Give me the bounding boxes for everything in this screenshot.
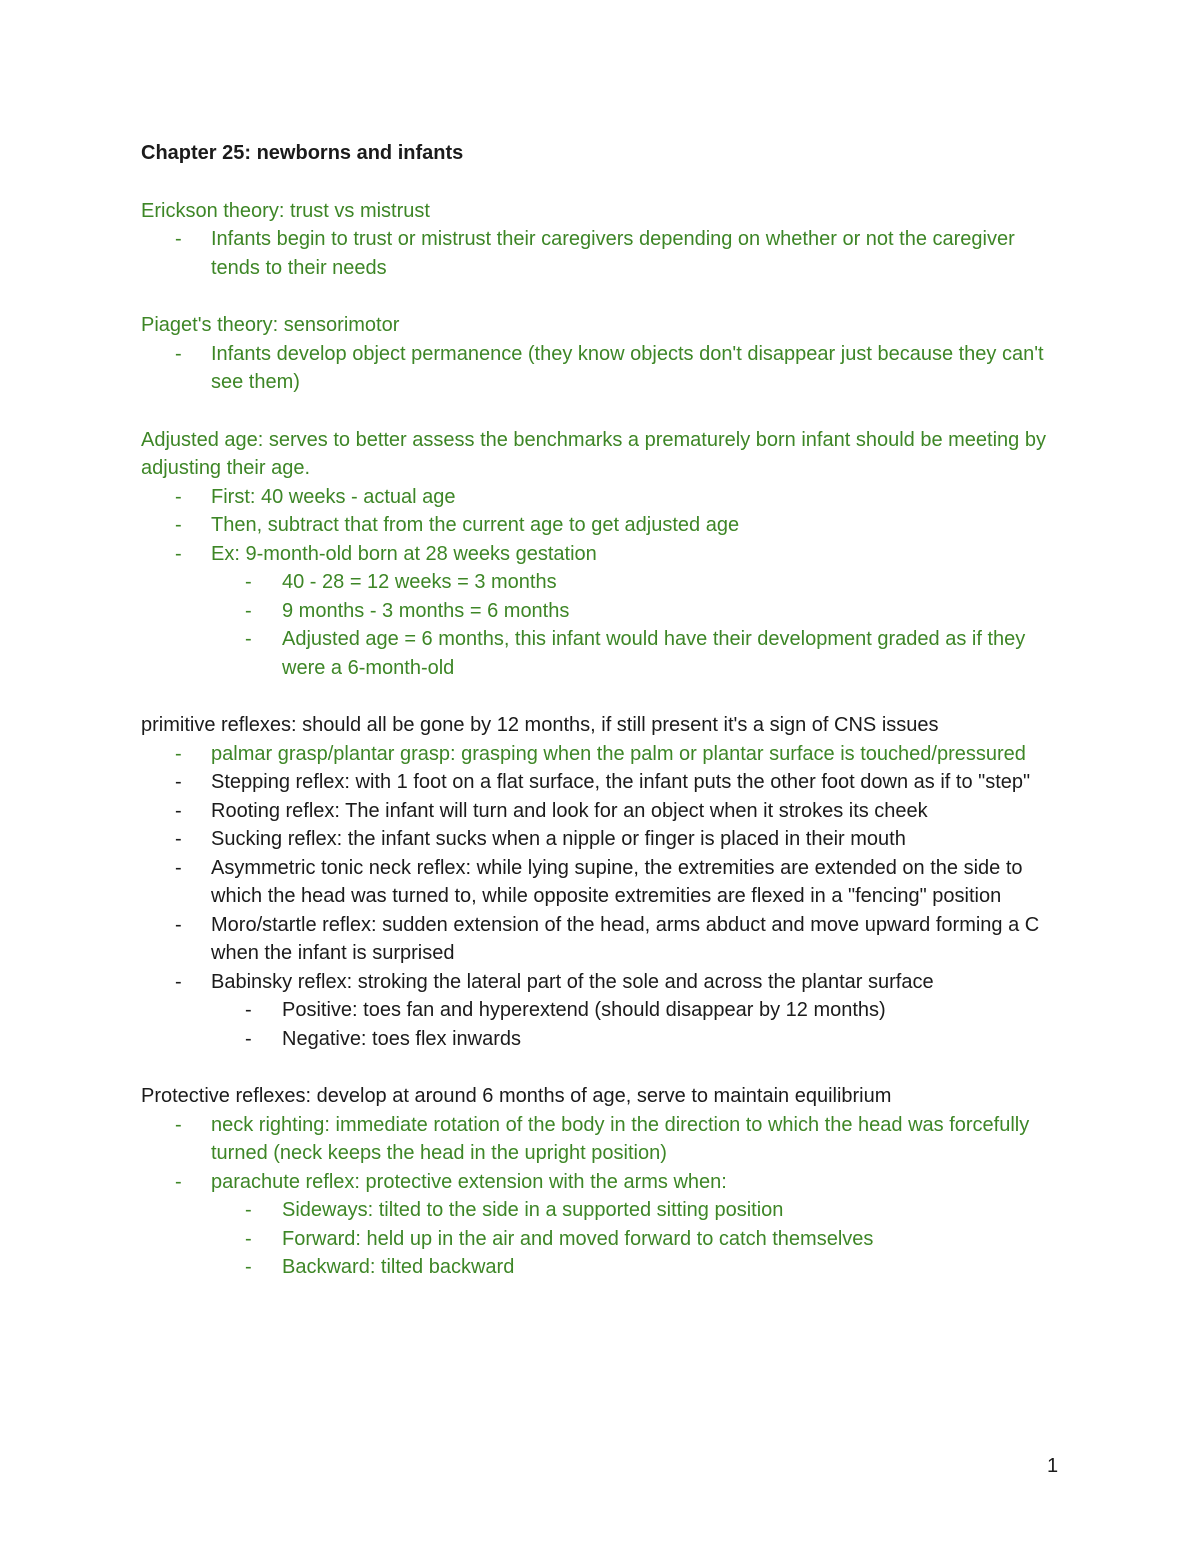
sublist-item-text: Positive: toes fan and hyperextend (should disappear by 12 months) <box>282 999 886 1021</box>
protective-reflexes-heading: Protective reflexes: develop at around 6 months of age, serve to maintain equilibrium <box>141 1085 892 1107</box>
dash-bullet: - <box>175 913 182 936</box>
dash-bullet: - <box>175 799 182 822</box>
sublist-item-text: Sideways: tilted to the side in a supported sitting position <box>282 1199 784 1221</box>
sublist-item-text: Forward: held up in the air and moved forward to catch themselves <box>282 1227 874 1250</box>
list-item-text: Sucking reflex: the infant sucks when a nipple or finger is placed in their mouth <box>211 828 906 850</box>
babinsky-sublist <box>211 996 1066 1053</box>
dash-bullet: - <box>175 485 182 508</box>
sublist-item <box>211 996 1066 1025</box>
list-item-text: palmar grasp/plantar grasp: grasping when the palm or plantar surface is touched/pressured <box>211 742 1026 765</box>
list-item <box>141 854 1066 911</box>
list-item-text: Asymmetric tonic neck reflex: while lying supine, the extremities are extended on the side to which the head was turned to, while opposite extremities are flexed in a "fencing" position <box>211 856 1023 907</box>
dash-bullet: - <box>245 1199 252 1221</box>
list-item <box>141 825 1066 854</box>
dash-bullet: - <box>175 542 182 565</box>
parachute-sublist <box>211 1196 1066 1282</box>
list-item-text: neck righting: immediate rotation of the body in the direction to which the head was forcefully turned (neck keeps the head in the upright position) <box>211 1113 1030 1164</box>
piaget-list <box>141 340 1066 397</box>
list-item-text: Then, subtract that from the current age to get adjusted age <box>211 514 740 536</box>
dash-bullet: - <box>175 1113 182 1136</box>
list-item-text: Ex: 9-month-old born at 28 weeks gestation <box>211 542 597 565</box>
dash-bullet: - <box>245 571 252 593</box>
dash-bullet: - <box>245 1227 252 1250</box>
list-item <box>141 1111 1066 1168</box>
list-item <box>141 797 1066 826</box>
list-item-text: First: 40 weeks - actual age <box>211 485 456 508</box>
dash-bullet: - <box>175 856 182 879</box>
list-item-text: Stepping reflex: with 1 foot on a flat surface, the infant puts the other foot down as if to "step" <box>211 771 1031 793</box>
sublist-item-text: 9 months - 3 months = 6 months <box>282 599 570 622</box>
sublist-item <box>211 1025 1066 1054</box>
sublist-item <box>211 1196 1066 1225</box>
sublist-item-text: 40 - 28 = 12 weeks = 3 months <box>282 571 557 593</box>
sublist-item <box>211 568 1066 597</box>
dash-bullet: - <box>175 228 182 250</box>
dash-bullet: - <box>175 828 182 850</box>
dash-bullet: - <box>245 599 252 622</box>
sublist-item <box>211 597 1066 626</box>
dash-bullet: - <box>245 1256 252 1278</box>
primitive-reflexes-list <box>141 740 1066 1054</box>
list-item <box>141 968 1066 1054</box>
dash-bullet: - <box>245 628 252 650</box>
example-sublist <box>211 568 1066 682</box>
dash-bullet: - <box>175 1170 182 1193</box>
adjusted-age-heading: Adjusted age: serves to better assess the benchmarks a prematurely born infant should be meeting by adjusting their age. <box>141 428 1046 479</box>
dash-bullet: - <box>175 742 182 765</box>
protective-reflexes-list <box>141 1111 1066 1282</box>
adjusted-age-list <box>141 483 1066 683</box>
page-title: Chapter 25: newborns and infants <box>141 142 464 164</box>
page-number: 1 <box>1047 1455 1059 1477</box>
list-item <box>141 1168 1066 1282</box>
dash-bullet: - <box>245 1027 252 1050</box>
list-item-text: Rooting reflex: The infant will turn and look for an object when it strokes its cheek <box>211 799 928 822</box>
dash-bullet: - <box>175 970 182 993</box>
erikson-heading: Erickson theory: trust vs mistrust <box>141 199 430 222</box>
dash-bullet: - <box>175 514 182 536</box>
list-item <box>141 911 1066 968</box>
sublist-item <box>211 1253 1066 1282</box>
sublist-item-text: Negative: toes flex inwards <box>282 1027 522 1050</box>
sublist-item <box>211 625 1066 682</box>
list-item <box>141 511 1066 540</box>
list-item <box>141 768 1066 797</box>
list-item-text: Infants begin to trust or mistrust their caregivers depending on whether or not the caregiver tends to their needs <box>211 228 1015 279</box>
list-item <box>141 740 1066 769</box>
list-item <box>141 540 1066 683</box>
list-item-text: Infants develop object permanence (they know objects don't disappear just because they can't see them) <box>211 342 1044 393</box>
list-item <box>141 340 1066 397</box>
list-item <box>141 483 1066 512</box>
piaget-heading: Piaget's theory: sensorimotor <box>141 314 400 336</box>
primitive-reflexes-heading: primitive reflexes: should all be gone by 12 months, if still present it's a sign of CNS issues <box>141 714 939 736</box>
sublist-item <box>211 1225 1066 1254</box>
list-item-text: Babinsky reflex: stroking the lateral part of the sole and across the plantar surface <box>211 970 934 993</box>
dash-bullet: - <box>175 771 182 793</box>
list-item-text: parachute reflex: protective extension with the arms when: <box>211 1170 727 1193</box>
document-content <box>141 139 1066 1282</box>
sublist-item-text: Adjusted age = 6 months, this infant would have their development graded as if they were a 6-month-old <box>282 628 1026 679</box>
dash-bullet: - <box>175 342 182 365</box>
list-item <box>141 225 1066 282</box>
sublist-item-text: Backward: tilted backward <box>282 1256 515 1278</box>
erikson-list <box>141 225 1066 282</box>
list-item-text: Moro/startle reflex: sudden extension of the head, arms abduct and move upward forming a C when the infant is surprised <box>211 913 1040 964</box>
dash-bullet: - <box>245 999 252 1021</box>
